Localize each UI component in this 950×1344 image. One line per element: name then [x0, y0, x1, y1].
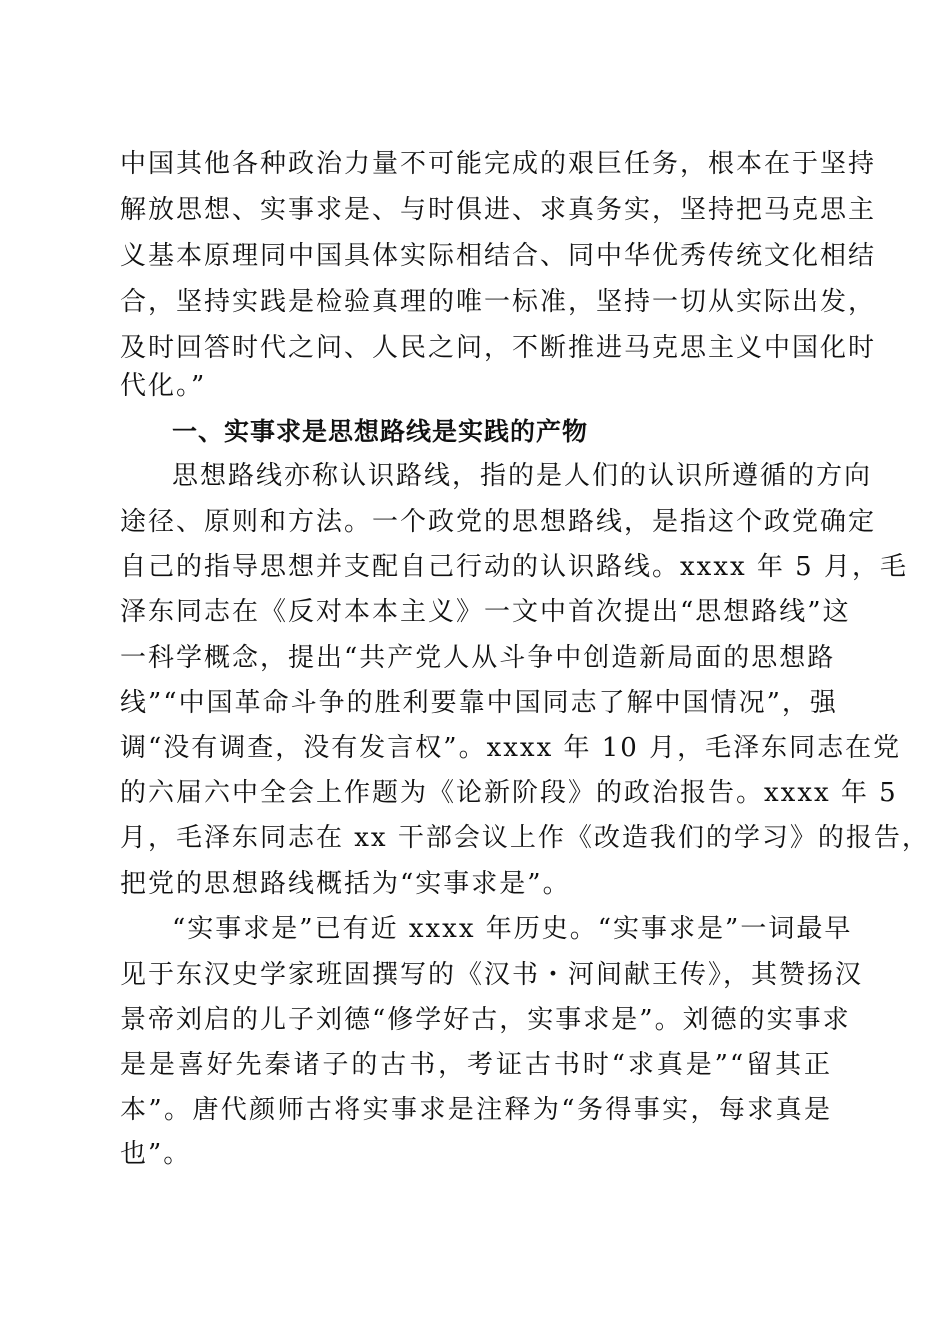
paragraph-line: 的六届六中全会上作题为《论新阶段》的政治报告。xxxx 年 5	[120, 778, 898, 808]
paragraph-line: 月，毛泽东同志在 xx 干部会议上作《改造我们的学习》的报告，	[120, 823, 930, 853]
paragraph-line: 是是喜好先秦诸子的古书，考证古书时“求真是”“留其正	[120, 1050, 832, 1080]
paragraph-line: 见于东汉史学家班固撰写的《汉书・河间献王传》，其赞扬汉	[120, 960, 864, 990]
continuation-line: 中国其他各种政治力量不可能完成的艰巨任务，根本在于坚持	[120, 149, 877, 179]
paragraph-line: 一科学概念，提出“共产党人从斗争中创造新局面的思想路	[120, 643, 836, 673]
paragraph-line: 也”。	[120, 1139, 192, 1169]
paragraph-line: 调“没有调查，没有发言权”。xxxx 年 10 月，毛泽东同志在党	[120, 733, 902, 763]
paragraph-line: 景帝刘启的儿子刘德“修学好古，实事求是”。刘德的实事求	[120, 1005, 851, 1035]
paragraph-line: 思想路线亦称认识路线，指的是人们的认识所遵循的方向	[172, 461, 873, 491]
continuation-line: 代化。”	[120, 371, 207, 401]
paragraph-line: 途径、原则和方法。一个政党的思想路线，是指这个政党确定	[120, 507, 877, 537]
section-heading: 一、实事求是思想路线是实践的产物	[172, 417, 589, 446]
continuation-line: 解放思想、实事求是、与时俱进、求真务实，坚持把马克思主	[120, 195, 877, 225]
continuation-line: 合，坚持实践是检验真理的唯一标准，坚持一切从实际出发，	[120, 287, 877, 317]
paragraph-line: 把党的思想路线概括为“实事求是”。	[120, 869, 571, 899]
continuation-line: 义基本原理同中国具体实际相结合、同中华优秀传统文化相结	[120, 241, 877, 271]
paragraph-line: 本”。唐代颜师古将实事求是注释为“务得事实，每求真是	[120, 1095, 832, 1125]
paragraph-line: 线”“中国革命斗争的胜利要靠中国同志了解中国情况”，强	[120, 688, 838, 718]
paragraph-line: 自己的指导思想并支配自己行动的认识路线。xxxx 年 5 月，毛	[120, 552, 908, 582]
paragraph-line: 泽东同志在《反对本本主义》一文中首次提出“思想路线”这	[120, 597, 851, 627]
continuation-line: 及时回答时代之问、人民之问，不断推进马克思主义中国化时	[120, 333, 877, 363]
paragraph-line: “实事求是”已有近 xxxx 年历史。“实事求是”一词最早	[172, 914, 853, 944]
